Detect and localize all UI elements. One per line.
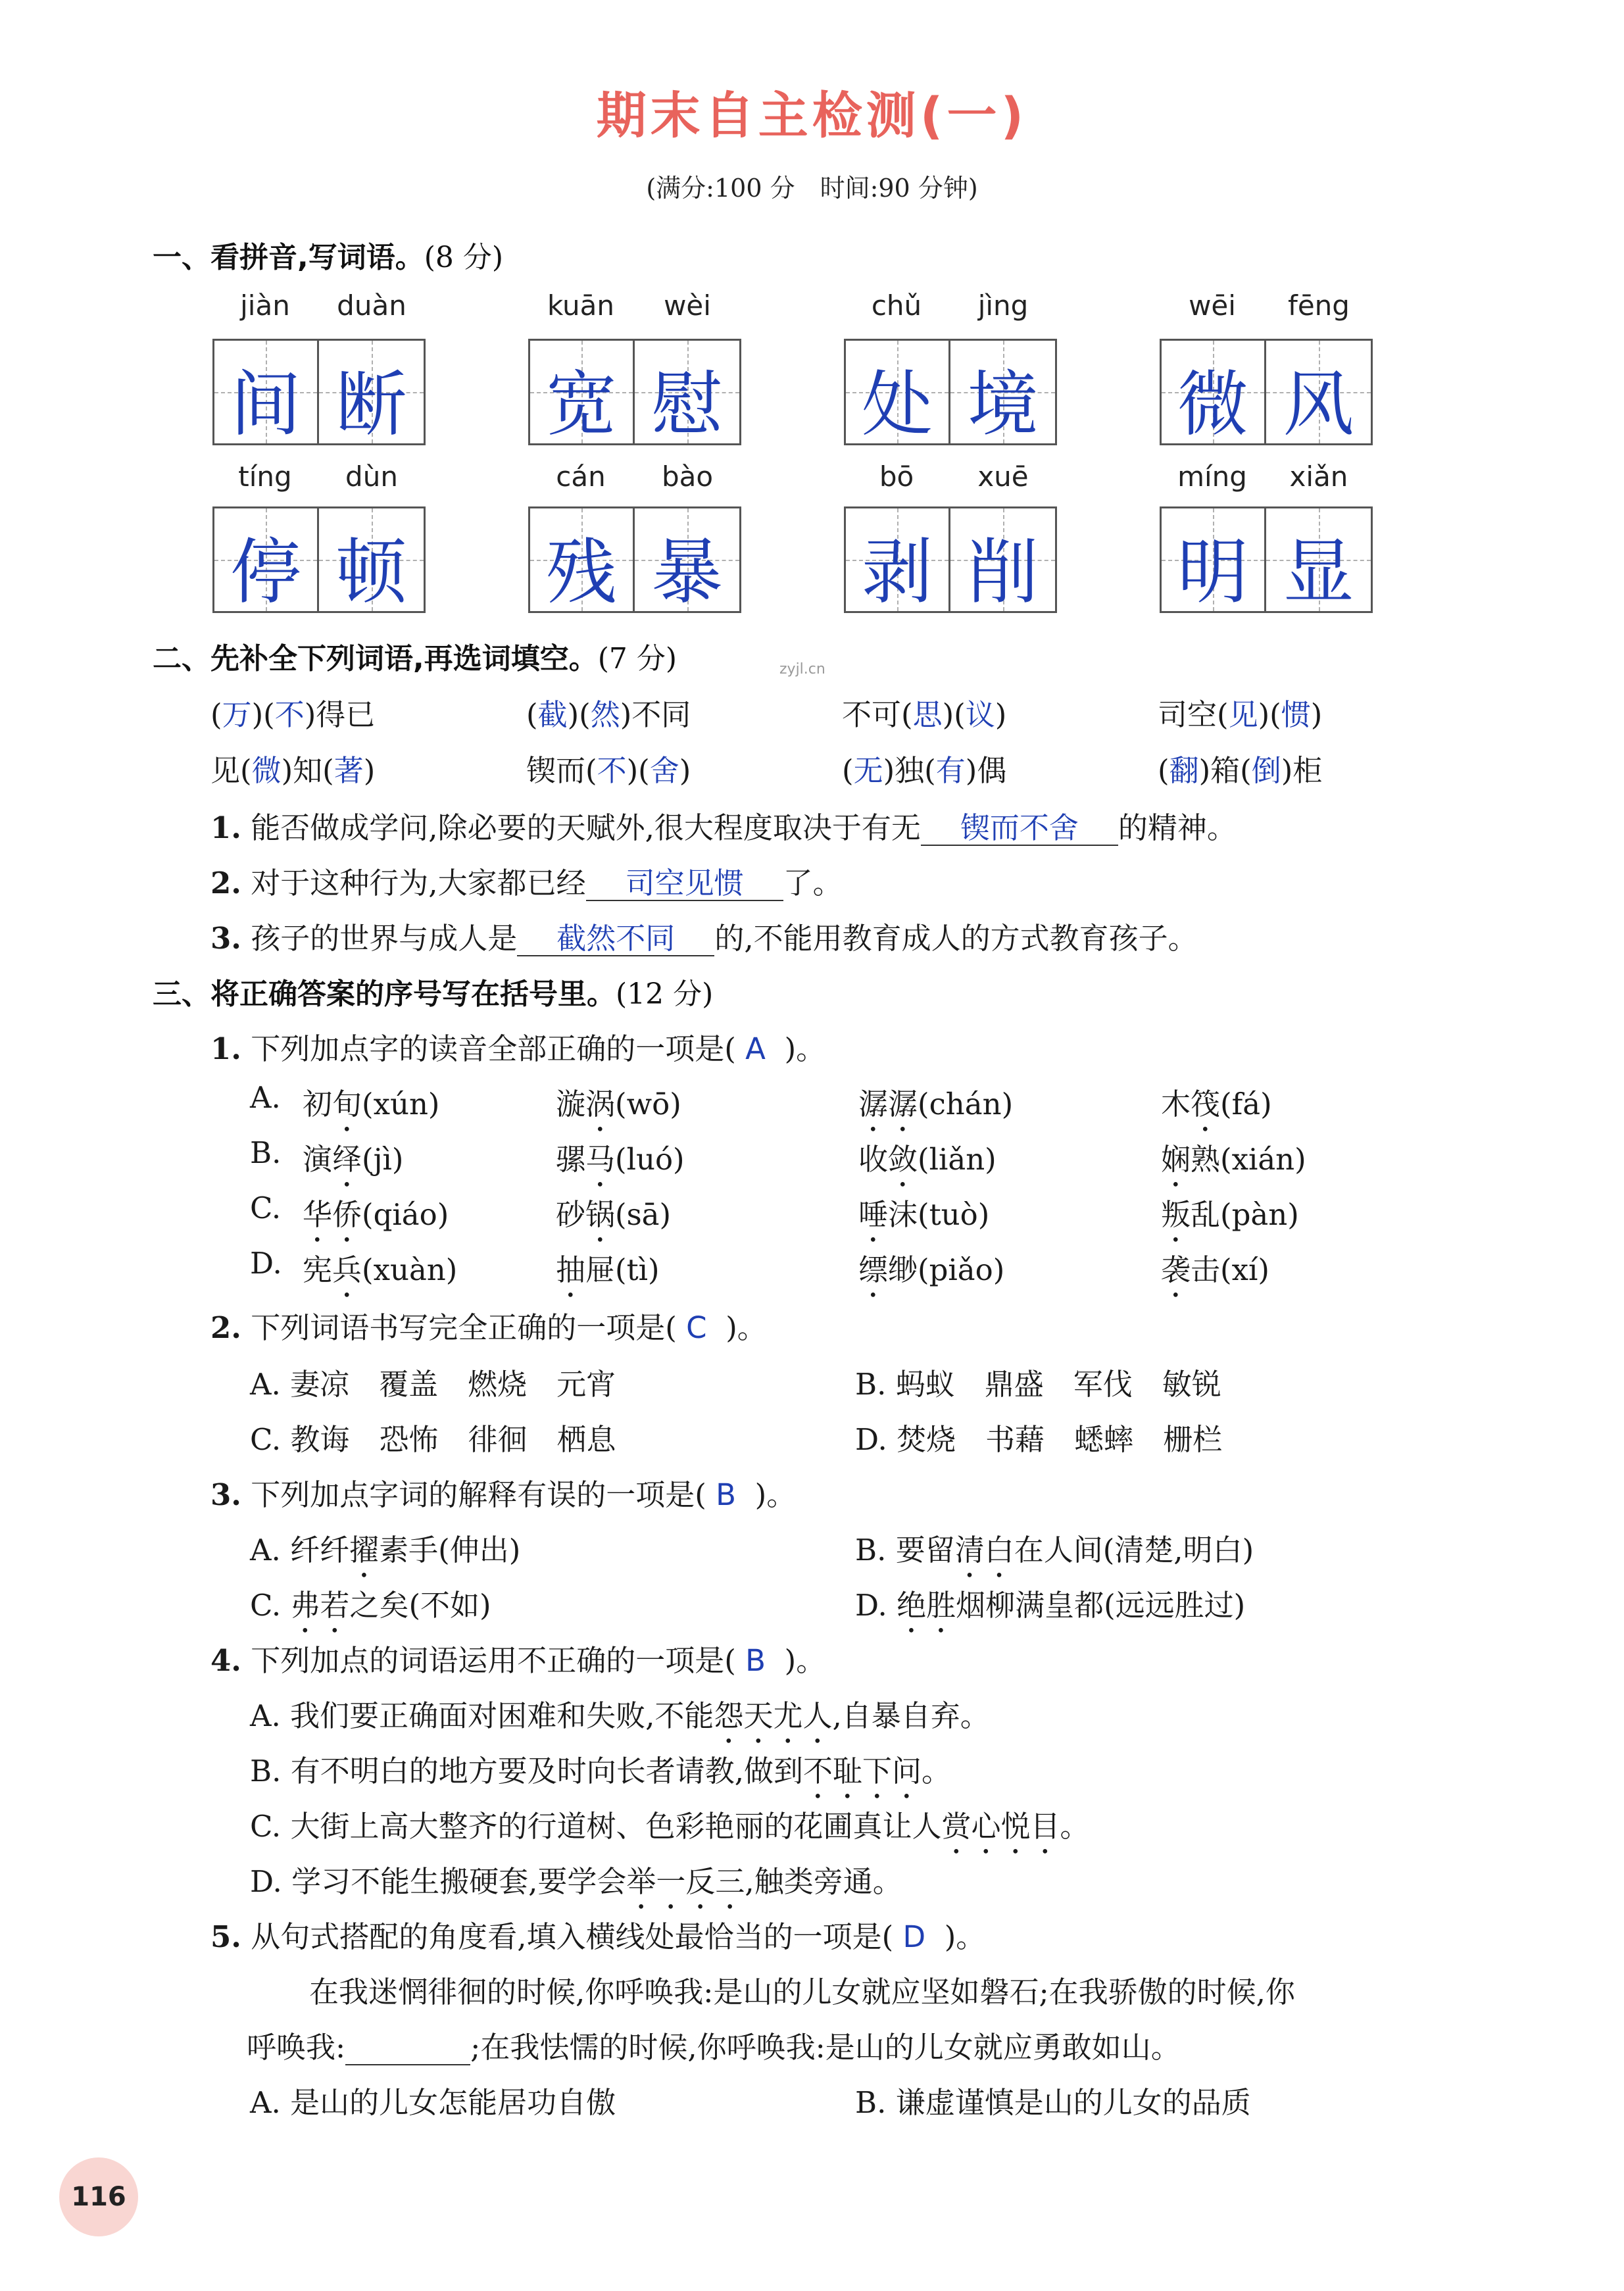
dotted-text: 缥 [858,1252,889,1287]
dotted-text: 唾 [858,1197,889,1232]
option-label: A. [250,2085,281,2120]
section1-heading [153,234,503,276]
question-text: 下列加点字的读音全部正确的一项是( [251,1031,736,1066]
answer[interactable]: B [716,1477,737,1512]
option-text: 要留 [895,1533,955,1567]
option-text: 焚烧 书藉 蟋蟀 栅栏 [897,1422,1223,1457]
option-text: 教诲 恐怖 徘徊 栖息 [290,1422,616,1457]
s3-question-5 [210,1913,985,1956]
dotted-text: 敛 [888,1142,918,1177]
item-text: (chán) [918,1087,1014,1121]
q2-option-a[interactable] [250,1360,616,1403]
question-text: )。 [784,1031,826,1066]
answer-blank[interactable]: 锲而不舍 [921,812,1118,846]
s3-question-2 [210,1304,767,1346]
character-box[interactable] [844,506,950,613]
dotted-text: 举一反三 [626,1864,745,1899]
dotted-text: 涡 [585,1087,616,1121]
question-text: 孩子的世界与成人是 [251,921,518,956]
item-text: 乱(pàn) [1191,1197,1299,1232]
section1-heading-text: 一、看拼音,写词语。 [153,241,424,274]
question-number: 1. [210,1031,241,1066]
question-number: 3. [210,921,241,956]
idiom-text: 不同 [631,697,691,732]
dotted-text: 兵 [332,1252,362,1287]
pronunciation-item [858,1246,1004,1304]
answer-blank[interactable]: 截然不同 [517,922,714,956]
question-number: 1. [210,810,241,845]
q2-option-c[interactable] [250,1416,616,1458]
item-text: (fá) [1220,1087,1272,1121]
character-box[interactable] [319,506,426,613]
character-box[interactable] [528,339,635,445]
pronunciation-item [1161,1135,1306,1194]
passage-text: 呼唤我: [247,2030,346,2065]
option-text: 纤纤 [290,1533,350,1567]
option-text: 蚂蚁 鼎盛 军伐 敏锐 [895,1367,1221,1402]
pronunciation-item [1161,1080,1272,1139]
answer: 截 [537,697,568,732]
option-label: A. [250,1698,281,1733]
pronunciation-item [556,1191,671,1249]
handwritten-character: 处 [861,364,933,446]
question-number: 3. [210,1477,241,1512]
dotted-text: 擢 [349,1533,380,1567]
dotted-text: 抽 [556,1252,586,1287]
q4-option-d[interactable] [250,1858,902,1916]
option-label[interactable]: C. [250,1191,282,1225]
s3-question-3 [210,1471,796,1514]
dotted-text: 叛 [1161,1197,1191,1232]
question-text: )。 [784,1643,826,1678]
dotted-text: 弗若 [290,1588,350,1623]
item-text: (xuàn) [362,1252,458,1287]
answer[interactable]: C [686,1310,707,1345]
item-text: (xún) [362,1087,440,1121]
handwritten-character: 宽 [545,364,617,446]
pinyin-label: chǔ [871,289,922,322]
pronunciation-item [858,1191,989,1249]
s2-question-3 [210,914,1198,957]
dotted-text: 绎 [332,1142,362,1177]
handwritten-character: 明 [1177,531,1248,614]
q3-option-c[interactable] [250,1581,491,1640]
dotted-text: 赏心悦目 [941,1809,1060,1844]
handwritten-character: 境 [967,364,1039,446]
option-label: C. [250,1422,282,1457]
item-text: 屉(tì) [585,1252,660,1287]
answer: 议 [965,697,995,732]
character-box[interactable] [950,506,1057,613]
option-text: 。 [1060,1809,1090,1844]
character-box[interactable] [1160,506,1266,613]
item-text: 演 [303,1142,333,1177]
dotted-text: 筏 [1191,1087,1221,1121]
s3-question-4 [210,1637,825,1679]
answer-blank[interactable]: 司空见惯 [586,867,783,901]
item-text: (luó) [615,1142,685,1177]
option-label: A. [250,1367,281,1402]
pronunciation-item [858,1135,997,1194]
option-text: 大街上高大整齐的行道树、色彩艳丽的花圃真让人 [290,1809,942,1844]
q5-passage-line-2 [247,2023,1181,2066]
handwritten-character: 微 [1177,364,1248,446]
option-text: 。 [922,1754,952,1788]
item-text: 骡 [556,1142,586,1177]
question-text: 对于这种行为,大家都已经 [251,866,586,900]
idiom-2: (截)(然)不同 [526,697,691,732]
s2-question-2 [210,859,843,902]
section2-points: (7 分) [597,642,677,676]
item-text: 击(xí) [1191,1252,1269,1287]
item-text: 沫(tuò) [888,1197,990,1232]
character-box[interactable] [1266,506,1373,613]
section3-heading-text: 三、将正确答案的序号写在括号里。 [153,977,616,1011]
question-text: 的,不能用教育成人的方式教育孩子。 [714,921,1198,956]
character-box[interactable] [528,506,635,613]
q2-option-b[interactable] [855,1360,1221,1403]
option-text: 是山的儿女怎能居功自傲 [290,2085,616,2120]
pronunciation-item [858,1080,1013,1139]
option-text: 在人间(清楚,明白) [1014,1533,1254,1567]
answer: 万 [222,697,252,732]
option-text: ,触类旁通。 [745,1864,902,1899]
idiom-text: 独 [895,753,925,788]
question-number: 4. [210,1643,241,1678]
option-label: B. [250,1754,282,1788]
item-text: (wō) [615,1087,681,1121]
section2-heading [153,635,677,677]
character-box[interactable] [212,339,319,445]
question-number: 2. [210,866,241,900]
idiom-text: 知 [293,753,323,788]
idiom-text: 见 [210,753,241,788]
pinyin-label: xuē [977,460,1029,493]
item-text: 宪 [303,1252,333,1287]
character-box[interactable] [319,339,426,445]
answer: 见 [1228,697,1258,732]
handwritten-character: 风 [1283,364,1354,446]
option-label: D. [855,1422,887,1457]
pronunciation-item [1161,1191,1299,1249]
section2-heading-text: 二、先补全下列词语,再选词填空。 [153,642,598,676]
section3-points: (12 分) [616,977,714,1011]
character-box[interactable] [212,506,319,613]
pinyin-label: wèi [664,289,711,322]
pronunciation-item [303,1080,440,1139]
pronunciation-item [303,1191,449,1249]
character-box[interactable] [635,339,741,445]
answer: 然 [590,697,620,732]
item-text: 木 [1161,1087,1191,1121]
dotted-text: 怨天尤人 [714,1698,833,1733]
dotted-text: 马 [585,1142,616,1177]
answer: 翻 [1169,753,1199,788]
answer[interactable]: A [745,1031,766,1066]
pronunciation-item [556,1135,685,1194]
answer: 惯 [1281,697,1311,732]
page-number: 116 [59,2157,138,2236]
item-text: 缈(piǎo) [888,1252,1005,1287]
dotted-text: 绝胜 [897,1588,956,1623]
option-label[interactable]: D. [250,1246,282,1281]
idiom-5: 见(微)知(著) [210,753,376,788]
q4-option-a[interactable] [250,1692,990,1750]
idiom-text: 不可 [842,697,902,732]
pinyin-label: dùn [345,460,398,493]
handwritten-character: 削 [967,531,1039,614]
handwritten-character: 残 [545,531,617,614]
answer[interactable]: B [745,1643,766,1678]
fill-blank[interactable] [345,2031,470,2065]
question-text: 下列词语书写完全正确的一项是( [251,1310,677,1345]
section1-points: (8 分) [424,241,504,274]
question-text: 的精神。 [1118,810,1237,845]
item-text: (sā) [615,1197,672,1232]
idiom-text: 得已 [316,697,376,732]
answer: 著 [333,753,364,788]
idiom-3: 不可(思)(议) [842,697,1007,732]
s3-question-1 [210,1025,825,1068]
section3-heading [153,970,713,1012]
question-text: 下列加点字词的解释有误的一项是( [251,1477,706,1512]
answer: 不 [597,753,627,788]
option-label[interactable]: A. [250,1080,281,1115]
q4-option-c[interactable] [250,1802,1090,1861]
idiom-8: (翻)箱(倒)柜 [1158,753,1323,788]
q4-option-b[interactable] [250,1747,951,1806]
idiom-7: (无)独(有)偶 [842,753,1007,788]
question-text: 下列加点的词语运用不正确的一项是( [251,1643,736,1678]
option-text: 烟柳满皇都(远远胜过) [956,1588,1246,1623]
pronunciation-item [303,1246,457,1304]
page-subtitle: (满分:100 分 时间:90 分钟) [646,174,978,203]
handwritten-character: 顿 [335,531,407,614]
idiom-4: 司空(见)(惯) [1158,697,1323,732]
handwritten-character: 暴 [651,531,723,614]
option-text: 我们要正确面对困难和失败,不能 [290,1698,714,1733]
question-text: 能否做成学问,除必要的天赋外,很大程度取决于有无 [251,810,921,845]
pinyin-label: tíng [238,460,292,493]
pinyin-label: duàn [337,289,406,322]
character-box[interactable] [635,506,741,613]
answer: 倒 [1251,753,1281,788]
handwritten-character: 剥 [861,531,933,614]
answer: 不 [274,697,305,732]
pinyin-label: jiàn [240,289,290,322]
option-text: 谦虚谨慎是山的儿女的品质 [895,2085,1251,2120]
pinyin-label: kuān [547,289,614,322]
pinyin-label: bō [879,460,914,493]
option-label: B. [855,1367,887,1402]
character-box[interactable] [844,339,950,445]
question-number: 5. [210,1919,241,1954]
item-text: (qiáo) [362,1197,449,1232]
character-box[interactable] [1160,339,1266,445]
watermark: zyjl.cn [779,661,825,677]
answer: 微 [251,753,282,788]
pinyin-label: wēi [1189,289,1236,322]
pronunciation-item [1161,1246,1269,1304]
idiom-1: (万)(不)得已 [210,697,376,732]
pinyin-label: bào [661,460,714,493]
passage-text: ;在我怯懦的时候,你呼唤我:是山的儿女就应勇敢如山。 [470,2030,1181,2065]
q3-option-b[interactable] [855,1526,1254,1585]
pronunciation-item [303,1135,404,1194]
answer: 无 [853,753,883,788]
q5-option-b[interactable] [855,2079,1251,2121]
idiom-text: 锲而 [526,753,586,788]
handwritten-character: 停 [230,531,301,614]
q3-option-d[interactable] [855,1581,1245,1640]
item-text: (jì) [362,1142,404,1177]
question-text: 了。 [783,866,843,900]
item-text: 收 [858,1142,889,1177]
option-text: 素手(伸出) [379,1533,521,1567]
question-text: )。 [944,1919,986,1954]
q5-passage-line-1: 在我迷惘徘徊的时候,你呼唤我:是山的儿女就应坚如磐石;在我骄傲的时候,你 [309,1975,1295,2009]
option-label: D. [855,1588,887,1623]
option-label: A. [250,1533,281,1567]
item-text: (liǎn) [918,1142,997,1177]
dotted-text: 袭 [1161,1252,1191,1287]
s2-question-1 [210,804,1237,847]
item-text: 初 [303,1087,333,1121]
option-label: D. [250,1864,282,1899]
question-text: 从句式搭配的角度看,填入横线处最恰当的一项是( [251,1919,894,1954]
answer: 思 [912,697,943,732]
handwritten-character: 间 [230,364,301,446]
item-text: 熟(xián) [1191,1142,1306,1177]
pinyin-label: fēng [1288,289,1350,322]
dotted-text: 潺潺 [858,1087,918,1121]
idiom-text: 偶 [977,753,1007,788]
handwritten-character: 显 [1283,531,1354,614]
handwritten-character: 慰 [651,364,723,446]
question-text: )。 [754,1477,797,1512]
option-text: 妻凉 覆盖 燃烧 元宵 [290,1367,616,1402]
option-label: B. [855,2085,887,2120]
answer[interactable]: D [902,1919,926,1954]
q5-option-a[interactable] [250,2079,616,2121]
dotted-text: 锅 [585,1197,616,1232]
option-text: 有不明白的地方要及时向长者请教,做到 [290,1754,803,1788]
option-text: ,自暴自弃。 [832,1698,990,1733]
dotted-text: 不耻下问 [803,1754,922,1788]
character-box[interactable] [950,339,1057,445]
idiom-text: 柜 [1292,753,1323,788]
page-title: 期末自主检测(一) [596,86,1028,145]
question-text: )。 [726,1310,767,1345]
q3-option-a[interactable] [250,1526,520,1585]
option-label: B. [855,1533,887,1567]
question-number: 2. [210,1310,241,1345]
item-text: 漩 [556,1087,586,1121]
option-label[interactable]: B. [250,1135,282,1170]
pronunciation-item [556,1080,681,1139]
dotted-text: 娴 [1161,1142,1191,1177]
answer: 舍 [649,753,679,788]
option-label: C. [250,1809,282,1844]
idiom-text: 司空 [1158,697,1218,732]
idiom-6: 锲而(不)(舍) [526,753,691,788]
character-box[interactable] [1266,339,1373,445]
answer: 有 [935,753,966,788]
option-text: 之矣(不如) [349,1588,491,1623]
pinyin-label: jìng [977,289,1029,322]
handwritten-character: 断 [335,364,407,446]
pinyin-label: cán [556,460,606,493]
pinyin-label: xiǎn [1289,460,1348,493]
item-text: 砂 [556,1197,586,1232]
idiom-text: 箱 [1210,753,1241,788]
dotted-text: 旬 [332,1087,362,1121]
dotted-text: 华侨 [303,1197,362,1232]
pronunciation-item [556,1246,660,1304]
option-text: 学习不能生搬硬套,要学会 [291,1864,627,1899]
q2-option-d[interactable] [855,1416,1222,1458]
pinyin-label: míng [1177,460,1247,493]
dotted-text: 清白 [954,1533,1014,1567]
option-label: C. [250,1588,282,1623]
